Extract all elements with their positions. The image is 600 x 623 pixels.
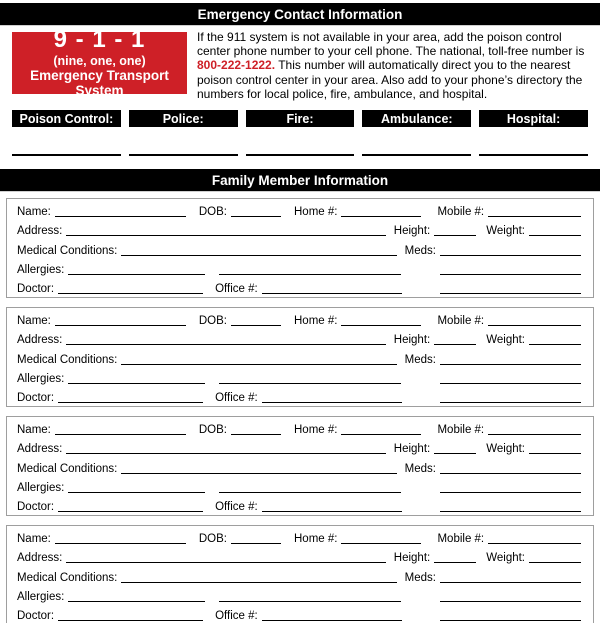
fire-number-line[interactable] (246, 154, 355, 156)
office-phone-label: Office #: (215, 609, 258, 622)
address-line[interactable] (66, 342, 385, 345)
meds-line-2[interactable] (440, 272, 581, 275)
doctor-label: Doctor: (17, 609, 55, 622)
member-block (6, 416, 594, 516)
home-phone-line[interactable] (341, 323, 421, 326)
height-line[interactable] (434, 233, 476, 236)
member-row-allergies (17, 367, 581, 386)
mobile-phone-label: Mobile #: (437, 533, 485, 546)
allergies-line-2[interactable] (219, 490, 401, 493)
doctor-label: Doctor: (17, 500, 55, 513)
mobile-phone-line[interactable] (488, 214, 581, 217)
dob-label: DOB: (198, 533, 227, 546)
member-block (6, 307, 594, 407)
height-label: Height: (393, 443, 431, 456)
member-row-medical (17, 456, 581, 475)
allergies-line-2[interactable] (219, 272, 401, 275)
instructions-text-after: This number will automatically direct you to the nearest poison control center in your area. Also add to your phone’s directory the numbers for local police, fire, ambulance, and hospital. (197, 58, 583, 101)
member-row-address (17, 437, 581, 456)
meds-line-3[interactable] (440, 618, 581, 621)
mobile-phone-label: Mobile #: (437, 424, 485, 437)
weight-label: Weight: (486, 443, 525, 456)
address-label: Address: (17, 334, 63, 347)
office-phone-line[interactable] (262, 618, 402, 621)
member-row-address (17, 219, 581, 238)
member-row-name (17, 309, 581, 328)
nine-one-one-subtitle: (nine, one, one) (53, 54, 146, 68)
height-label: Height: (393, 334, 431, 347)
meds-label: Meds: (404, 462, 436, 475)
member-row-address (17, 546, 581, 565)
name-label: Name: (17, 533, 51, 546)
allergies-line-2[interactable] (219, 599, 401, 602)
name-line[interactable] (55, 214, 186, 217)
weight-line[interactable] (529, 451, 581, 454)
doctor-label: Doctor: (17, 391, 55, 404)
office-phone-label: Office #: (215, 500, 258, 513)
member-row-name (17, 418, 581, 437)
weight-line[interactable] (529, 560, 581, 563)
name-label: Name: (17, 424, 51, 437)
meds-line[interactable] (440, 253, 581, 256)
meds-line-2[interactable] (440, 599, 581, 602)
office-phone-line[interactable] (262, 291, 402, 294)
medical-conditions-line[interactable] (121, 362, 396, 365)
contact-label-police: Police: (129, 110, 238, 127)
poison-control-phone-number: 800-222-1222. (197, 58, 276, 73)
doctor-line[interactable] (58, 618, 203, 621)
meds-line-3[interactable] (440, 509, 581, 512)
allergies-label: Allergies: (17, 263, 65, 276)
medical-conditions-line[interactable] (121, 471, 396, 474)
member-block (6, 525, 594, 623)
weight-label: Weight: (486, 552, 525, 565)
allergies-label: Allergies: (17, 481, 65, 494)
medical-conditions-label: Medical Conditions: (17, 462, 118, 475)
poison-control-number-line[interactable] (12, 154, 121, 156)
member-row-allergies (17, 585, 581, 604)
mobile-phone-line[interactable] (488, 323, 581, 326)
member-row-medical (17, 347, 581, 366)
home-phone-label: Home #: (294, 424, 338, 437)
meds-line-2[interactable] (440, 490, 581, 493)
office-phone-line[interactable] (262, 509, 402, 512)
medical-conditions-line[interactable] (121, 253, 396, 256)
allergies-line[interactable] (68, 490, 205, 493)
name-label: Name: (17, 206, 51, 219)
meds-label: Meds: (404, 353, 436, 366)
meds-line-2[interactable] (440, 381, 581, 384)
name-line[interactable] (55, 541, 186, 544)
home-phone-line[interactable] (341, 541, 421, 544)
hospital-number-line[interactable] (479, 154, 588, 156)
weight-line[interactable] (529, 233, 581, 236)
mobile-phone-label: Mobile #: (437, 206, 485, 219)
weight-label: Weight: (486, 225, 525, 238)
contact-labels-row (12, 110, 588, 127)
meds-line[interactable] (440, 580, 581, 583)
dob-label: DOB: (198, 206, 227, 219)
family-members-list (6, 198, 594, 623)
name-label: Name: (17, 315, 51, 328)
meds-label: Meds: (404, 571, 436, 584)
meds-line[interactable] (440, 471, 581, 474)
name-line[interactable] (55, 323, 186, 326)
meds-line-3[interactable] (440, 291, 581, 294)
allergies-line[interactable] (68, 381, 205, 384)
nine-one-one-number: 9 - 1 - 1 (53, 26, 146, 53)
emergency-header-bar (0, 3, 600, 26)
emergency-intro-section (12, 26, 588, 101)
medical-conditions-line[interactable] (121, 580, 396, 583)
member-row-allergies (17, 258, 581, 277)
doctor-line[interactable] (58, 400, 203, 403)
member-row-medical (17, 565, 581, 584)
member-row-allergies (17, 476, 581, 495)
meds-line-3[interactable] (440, 400, 581, 403)
home-phone-label: Home #: (294, 315, 338, 328)
address-label: Address: (17, 225, 63, 238)
medical-conditions-label: Medical Conditions: (17, 244, 118, 257)
doctor-line[interactable] (58, 291, 203, 294)
doctor-label: Doctor: (17, 282, 55, 295)
dob-line[interactable] (231, 323, 281, 326)
member-row-name (17, 527, 581, 546)
office-phone-label: Office #: (215, 391, 258, 404)
name-line[interactable] (55, 432, 186, 435)
address-label: Address: (17, 552, 63, 565)
instructions-text-before: If the 911 system is not available in your area, add the poison control center phone number to your cell phone. The national, toll-free number is (197, 30, 585, 59)
meds-line[interactable] (440, 362, 581, 365)
member-row-name (17, 200, 581, 219)
member-row-doctor (17, 277, 581, 296)
home-phone-label: Home #: (294, 533, 338, 546)
member-block (6, 198, 594, 298)
family-header-bar (0, 169, 600, 192)
office-phone-label: Office #: (215, 282, 258, 295)
height-label: Height: (393, 552, 431, 565)
dob-label: DOB: (198, 315, 227, 328)
ambulance-number-line[interactable] (362, 154, 471, 156)
allergies-line[interactable] (68, 272, 205, 275)
dob-line[interactable] (231, 214, 281, 217)
address-line[interactable] (66, 451, 385, 454)
address-line[interactable] (66, 233, 385, 236)
allergies-line[interactable] (68, 599, 205, 602)
contact-label-hospital: Hospital: (479, 110, 588, 127)
emergency-instructions (197, 30, 588, 101)
home-phone-line[interactable] (341, 432, 421, 435)
contact-label-fire: Fire: (246, 110, 355, 127)
dob-line[interactable] (231, 541, 281, 544)
contact-label-ambulance: Ambulance: (362, 110, 471, 127)
police-number-line[interactable] (129, 154, 238, 156)
member-row-medical (17, 238, 581, 257)
address-line[interactable] (66, 560, 385, 563)
emergency-transport-label: Emergency Transport System (30, 68, 169, 98)
allergies-label: Allergies: (17, 372, 65, 385)
mobile-phone-line[interactable] (488, 432, 581, 435)
medical-conditions-label: Medical Conditions: (17, 571, 118, 584)
dob-line[interactable] (231, 432, 281, 435)
nine-one-one-box (12, 26, 187, 98)
height-label: Height: (393, 225, 431, 238)
mobile-phone-line[interactable] (488, 541, 581, 544)
office-phone-line[interactable] (262, 400, 402, 403)
dob-label: DOB: (198, 424, 227, 437)
family-header-title: Family Member Information (211, 172, 389, 188)
member-row-doctor (17, 386, 581, 405)
height-line[interactable] (434, 451, 476, 454)
member-row-doctor (17, 604, 581, 623)
member-row-doctor (17, 495, 581, 514)
member-row-address (17, 328, 581, 347)
height-line[interactable] (434, 342, 476, 345)
weight-label: Weight: (486, 334, 525, 347)
medical-conditions-label: Medical Conditions: (17, 353, 118, 366)
weight-line[interactable] (529, 342, 581, 345)
doctor-line[interactable] (58, 509, 203, 512)
meds-label: Meds: (404, 244, 436, 257)
contact-label-poison-control: Poison Control: (12, 110, 121, 127)
mobile-phone-label: Mobile #: (437, 315, 485, 328)
allergies-line-2[interactable] (219, 381, 401, 384)
home-phone-label: Home #: (294, 206, 338, 219)
height-line[interactable] (434, 560, 476, 563)
address-label: Address: (17, 443, 63, 456)
allergies-label: Allergies: (17, 590, 65, 603)
home-phone-line[interactable] (341, 214, 421, 217)
emergency-header-title: Emergency Contact Information (197, 6, 403, 22)
contact-fill-lines-row (12, 154, 588, 156)
